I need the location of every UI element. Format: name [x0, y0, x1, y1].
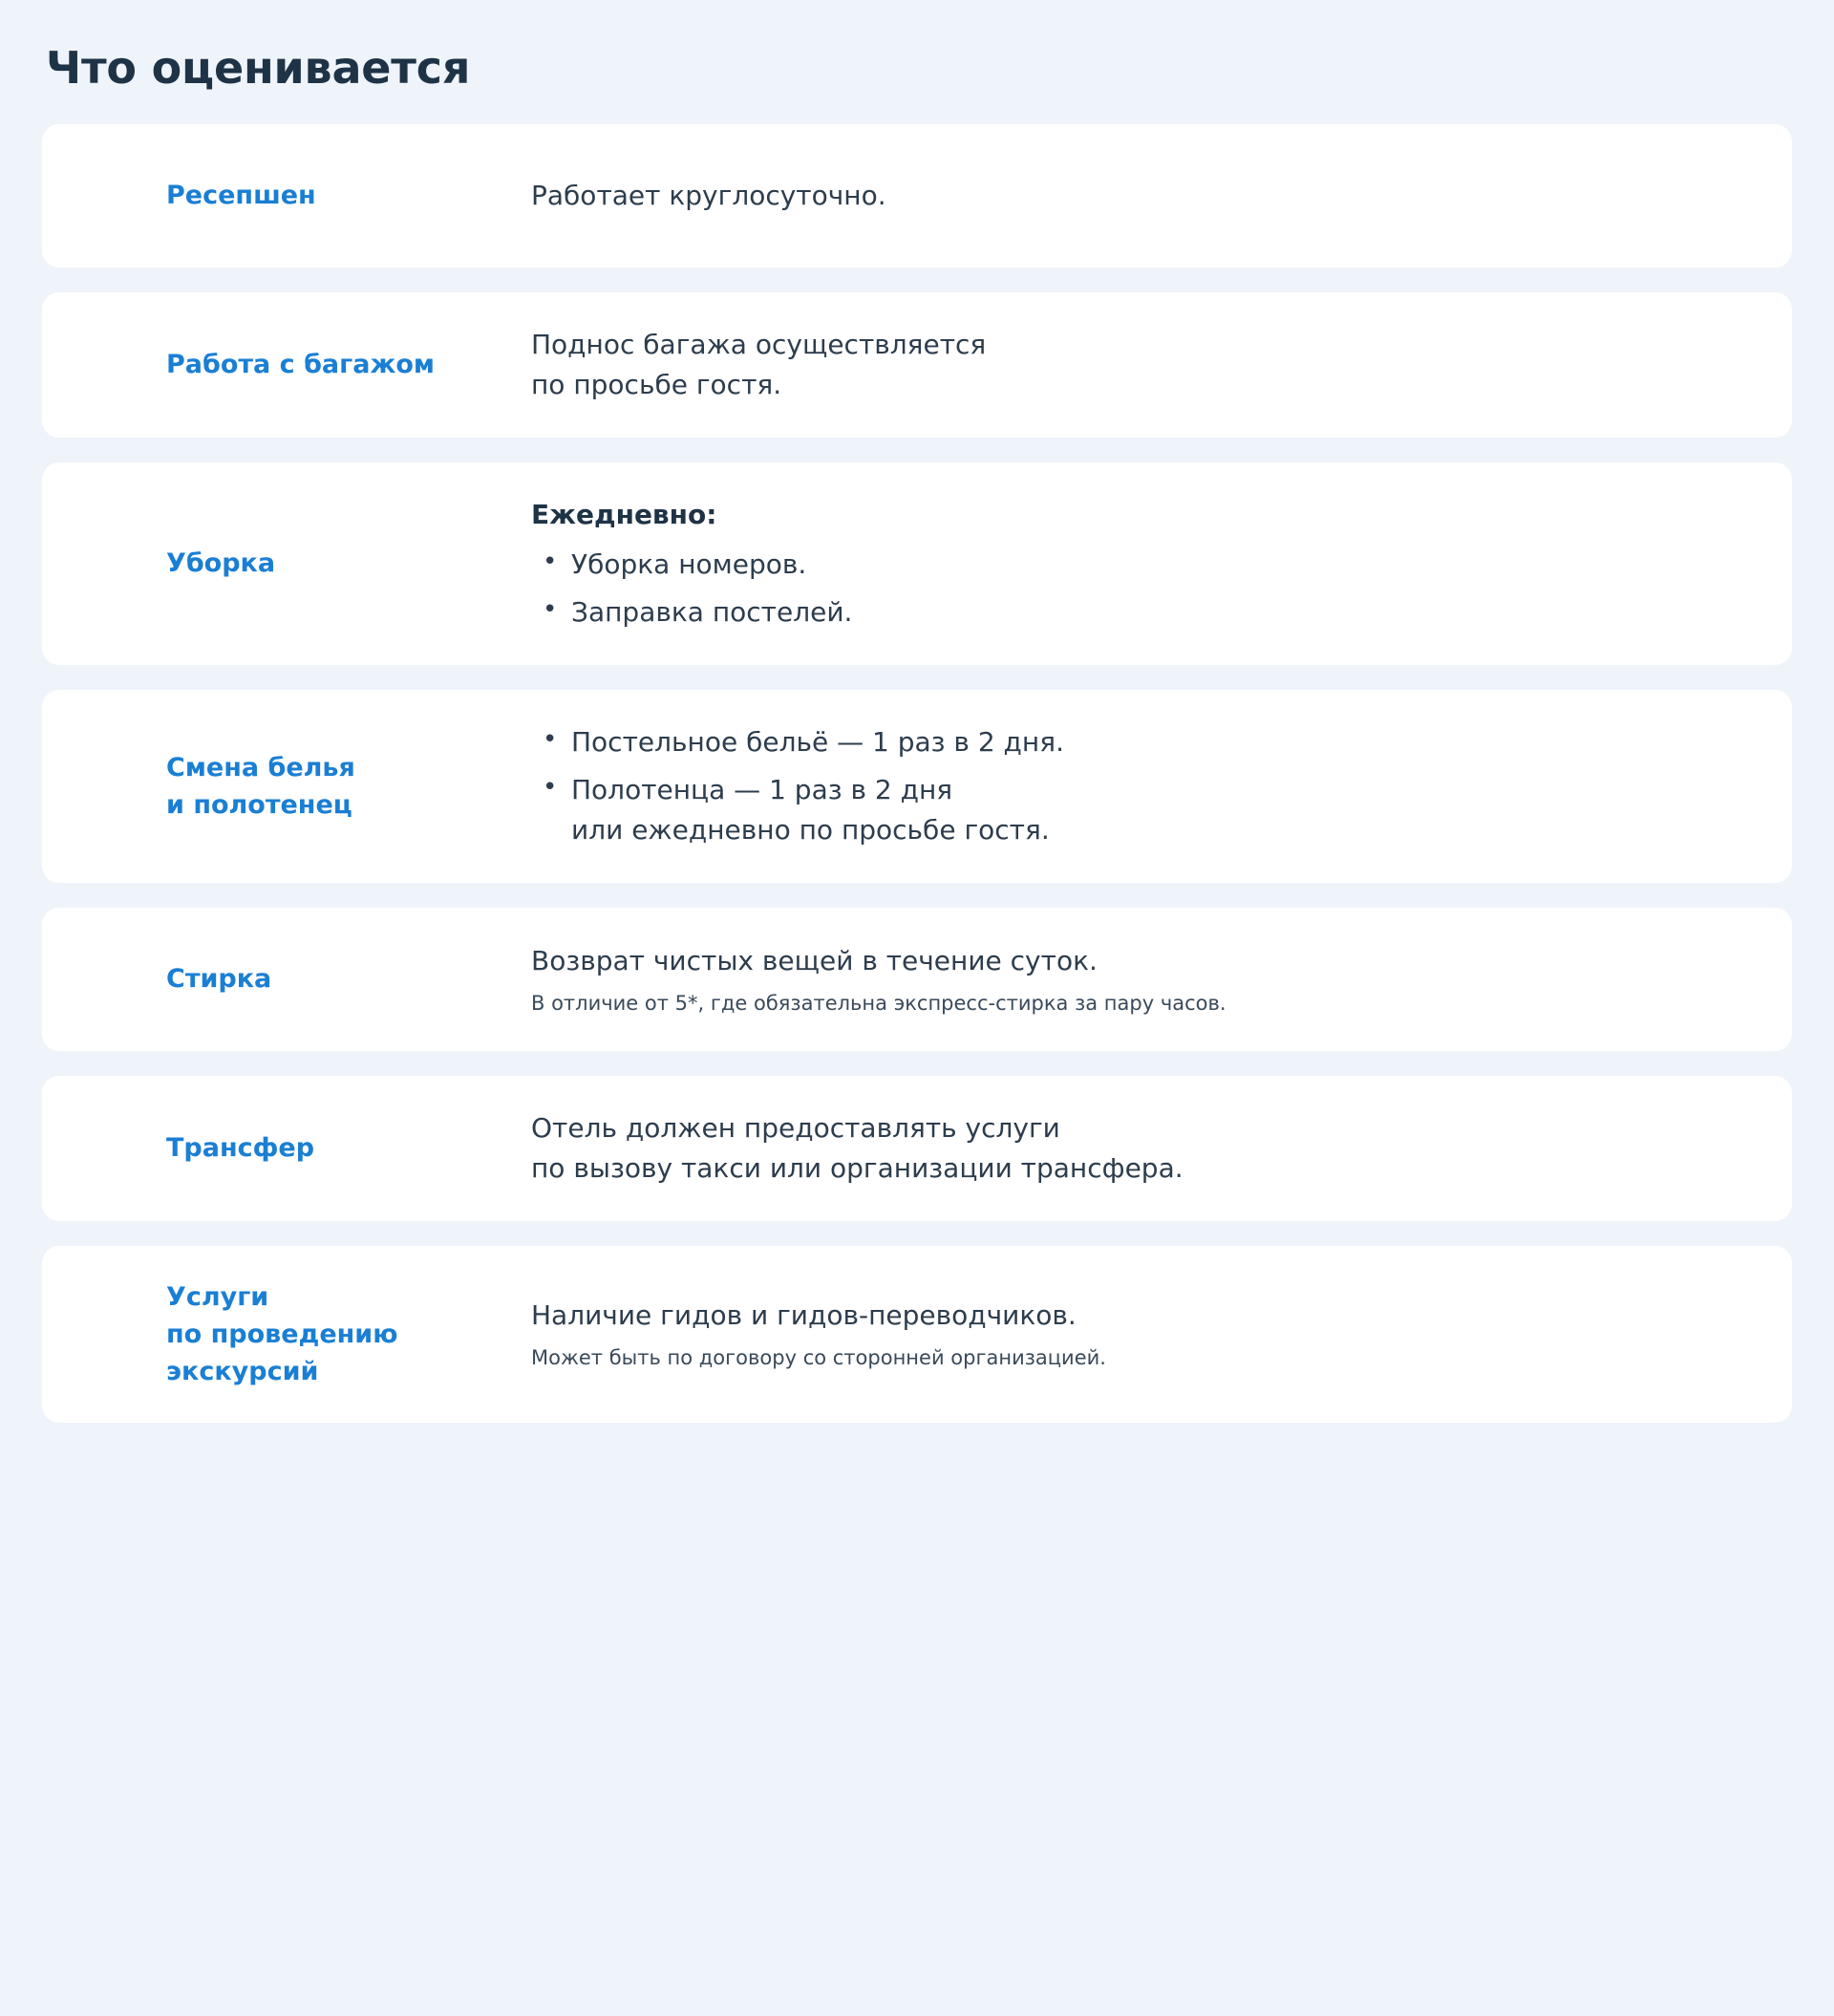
criteria-bullet-list — [531, 545, 1742, 633]
criteria-description — [531, 1296, 1742, 1372]
list-item — [531, 770, 1742, 850]
criteria-bullet-list — [531, 722, 1742, 850]
list-item-line-1: • Полотенца — 1 раз в 2 дня — [571, 774, 953, 805]
criteria-description — [531, 495, 1742, 633]
criteria-lead-text: Наличие гидов и гидов-переводчиков. — [531, 1299, 1077, 1332]
criteria-row-cleaning — [42, 462, 1792, 665]
criteria-description — [531, 722, 1742, 850]
criteria-term: Трансфер — [166, 1133, 315, 1164]
criteria-row-excursions — [42, 1246, 1792, 1423]
criteria-row-reception — [42, 124, 1792, 268]
criteria-term-line-3: экскурсий — [166, 1357, 319, 1387]
criteria-description — [531, 325, 1742, 405]
criteria-description — [531, 941, 1742, 1018]
criteria-subheading: Ежедневно: — [531, 499, 717, 530]
criteria-row-transfer — [42, 1076, 1792, 1221]
page-title: Что оценивается — [46, 42, 471, 94]
criteria-lead-line-1: Поднос багажа осуществляется — [531, 329, 987, 360]
criteria-term: Работа с багажом — [166, 350, 435, 380]
criteria-lead-line-2: по просьбе гостя. — [531, 369, 782, 400]
criteria-lead-line-2: по вызову такси или организации трансфера. — [531, 1152, 1184, 1184]
criteria-term-line-2: по проведению — [166, 1319, 398, 1350]
criteria-description — [531, 1108, 1742, 1189]
criteria-note: Может быть по договору со сторонней организацией. — [531, 1346, 1106, 1370]
list-item: • Постельное бельё — 1 раз в 2 дня. — [531, 722, 1742, 762]
list-item: • Уборка номеров. — [531, 545, 1742, 585]
criteria-row-laundry — [42, 908, 1792, 1051]
list-item: • Заправка постелей. — [531, 592, 1742, 633]
criteria-row-luggage — [42, 292, 1792, 438]
criteria-description — [531, 176, 1742, 216]
criteria-term-line-2: и полотенец — [166, 790, 352, 820]
criteria-term — [92, 749, 531, 824]
criteria-term — [92, 1278, 531, 1390]
criteria-term: Стирка — [166, 964, 272, 995]
criteria-row-linen-change — [42, 690, 1792, 883]
criteria-lead-line-1: Отель должен предоставлять услуги — [531, 1112, 1060, 1144]
criteria-term-line-1: Услуги — [166, 1282, 269, 1312]
criteria-lead-text: Работает круглосуточно. — [531, 180, 886, 211]
criteria-list — [42, 124, 1792, 1423]
criteria-term: Ресепшен — [166, 181, 316, 211]
criteria-term-line-1: Смена белья — [166, 752, 355, 783]
criteria-term: Уборка — [166, 548, 276, 579]
list-item-line-2: или ежедневно по просьбе гостя. — [571, 814, 1050, 846]
criteria-note: В отличие от 5*, где обязательна экспресс-стирка за пару часов. — [531, 991, 1226, 1015]
criteria-lead-text: Возврат чистых вещей в течение суток. — [531, 944, 1098, 976]
